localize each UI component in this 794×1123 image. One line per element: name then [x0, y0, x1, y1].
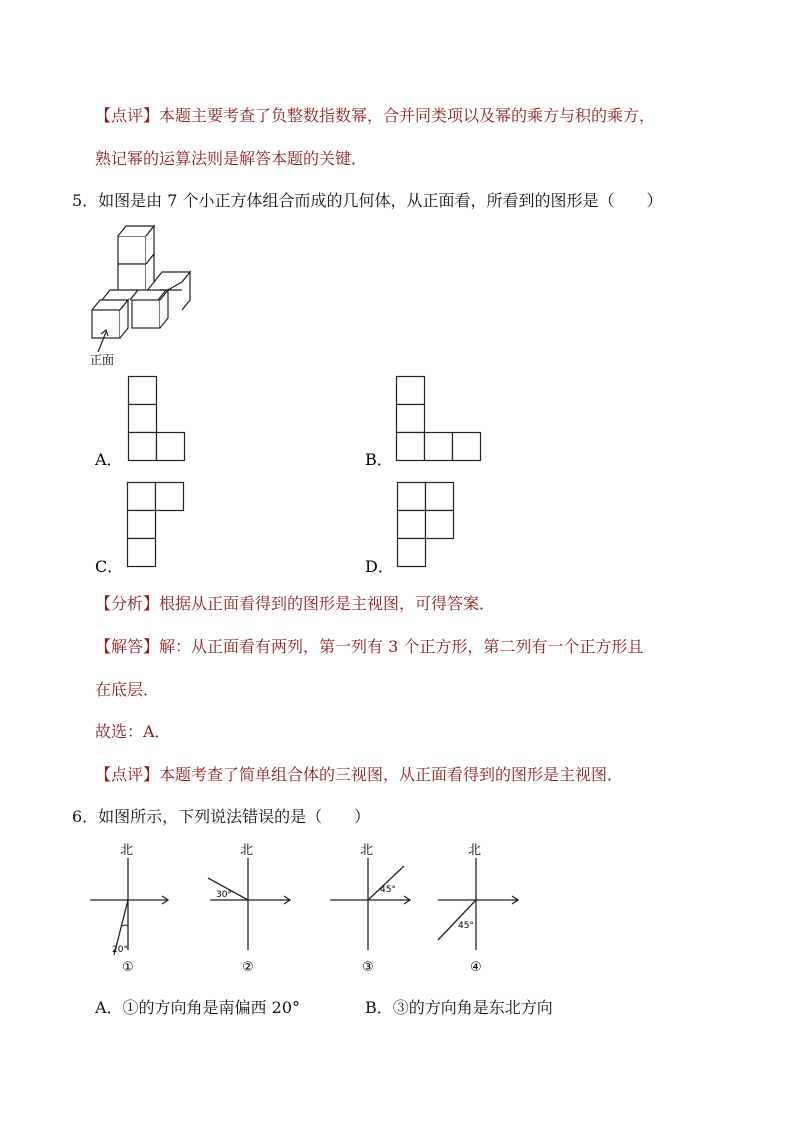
question-5-stem: 5．如图是由 7 个小正方体组合而成的几何体，从正面看，所看到的图形是（ ） — [72, 191, 663, 210]
option-b-figure — [396, 376, 486, 462]
north-label-4: 北 — [468, 843, 482, 858]
review-paragraph-1 — [95, 104, 655, 128]
angle-label-2: 30° — [216, 890, 232, 900]
direction-figure-2 — [206, 840, 296, 975]
answer-paragraph-1 — [95, 635, 643, 659]
north-label-3: 北 — [360, 843, 374, 858]
review-tag-q5: 【点评】 — [95, 765, 160, 784]
review-paragraph-q5 — [95, 763, 623, 787]
direction-figure-4 — [434, 840, 524, 975]
option-a-label[interactable]: A． — [95, 450, 123, 469]
front-label: 正面 — [90, 353, 115, 367]
option-b-label[interactable]: B． — [365, 450, 393, 469]
option-a-figure — [128, 376, 188, 462]
answer-tag: 【解答】 — [95, 637, 160, 656]
analysis-tag: 【分析】 — [95, 594, 160, 613]
question-6-stem: 6．如图所示，下列说法错误的是（ ） — [72, 807, 371, 826]
answer-paragraph-2: 在底层． — [95, 680, 160, 699]
option-d-label[interactable]: D． — [365, 557, 394, 576]
option-d-figure — [397, 482, 457, 568]
analysis-paragraph — [95, 592, 495, 616]
review-text-2: 熟记幂的运算法则是解答本题的关键． — [95, 149, 368, 168]
north-label-1: 北 — [120, 843, 134, 858]
option-b-q6[interactable]: B．③的方向角是东北方向 — [365, 998, 553, 1017]
angle-label-4: 45° — [458, 921, 474, 931]
figure-number-2: ② — [242, 960, 254, 975]
analysis-text: 根据从正面看得到的图形是主视图，可得答案． — [159, 594, 496, 613]
figure-number-4: ④ — [470, 960, 482, 975]
direction-figure-3 — [326, 840, 416, 975]
north-label-2: 北 — [240, 843, 254, 858]
option-c-figure — [127, 482, 187, 568]
answer-choice: 故选：A． — [95, 722, 171, 741]
angle-label-1: 20° — [112, 945, 128, 955]
angle-label-3: 45° — [380, 885, 396, 895]
option-a-q6[interactable]: A．①的方向角是南偏西 20° — [95, 998, 301, 1017]
review-text: 本题主要考查了负整数指数幂，合并同类项以及幂的乘方与积的乘方， — [159, 106, 656, 125]
figure-number-1: ① — [122, 960, 134, 975]
cube-solid-figure — [88, 222, 198, 372]
option-c-label[interactable]: C． — [95, 557, 124, 576]
review-text-q5: 本题考查了简单组合体的三视图，从正面看得到的图形是主视图． — [159, 765, 624, 784]
review-tag: 【点评】 — [95, 106, 160, 125]
figure-number-3: ③ — [362, 960, 374, 975]
review-paragraph-2 — [95, 147, 367, 171]
direction-figure-1 — [88, 840, 178, 975]
answer-text-1: 解：从正面看有两列，第一列有 3 个正方形，第二列有一个正方形且 — [159, 637, 644, 656]
